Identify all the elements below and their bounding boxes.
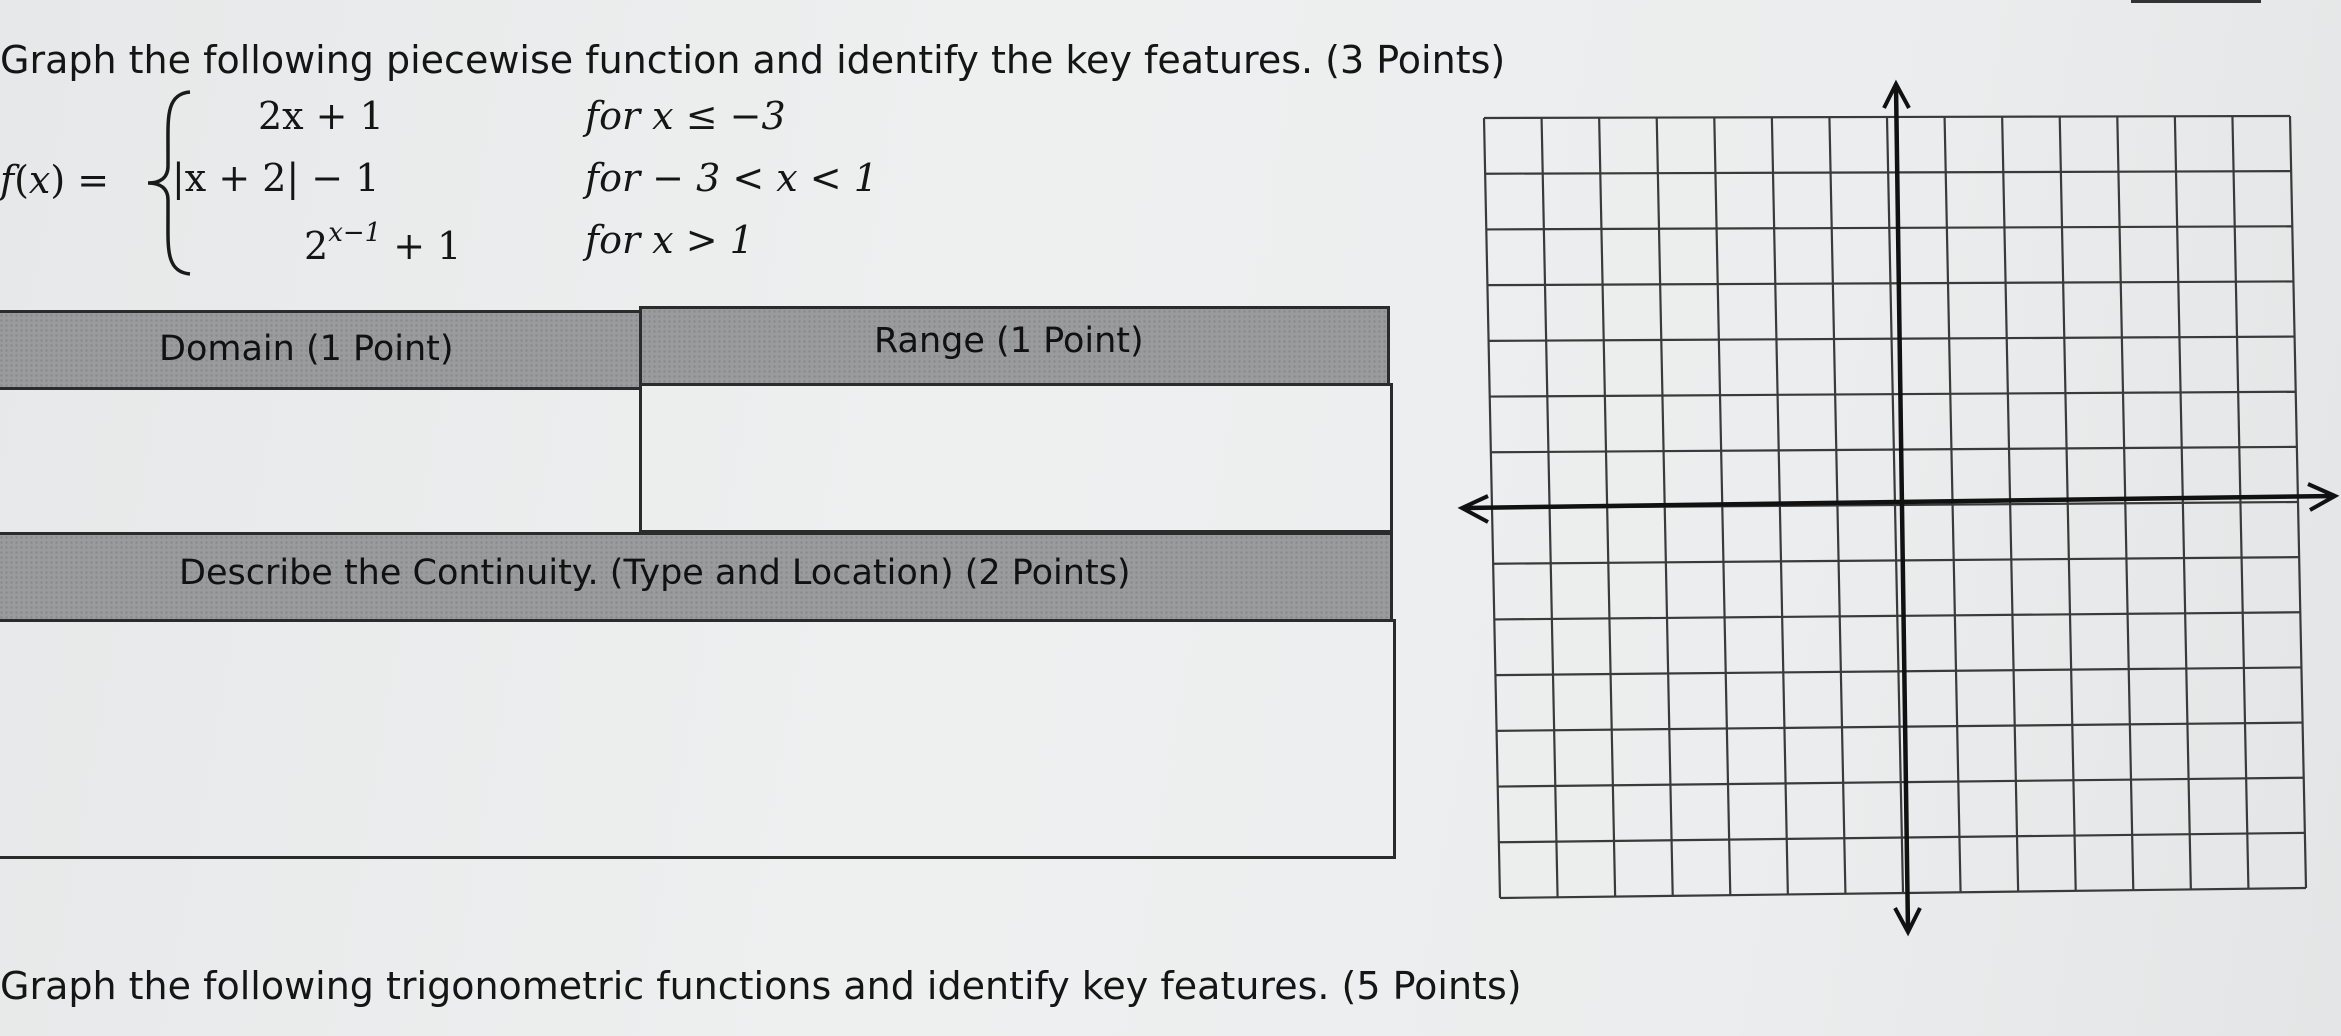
continuity-header-cell (0, 532, 1393, 622)
question-2-prompt: Graph the following trigonometric functions and identify key features. (5 Points) (0, 964, 1522, 1008)
answer-line (2131, 0, 2261, 3)
axes (1462, 84, 2335, 932)
continuity-answer-cell[interactable] (0, 619, 1396, 859)
case-2-condition: for − 3 < x < 1 (585, 156, 878, 200)
domain-header-cell (0, 310, 642, 390)
grid-horizontal-line (1486, 226, 2292, 229)
case-1-expression: 2x + 1 (258, 94, 384, 138)
range-header-label: Range (1 Point) (874, 321, 1144, 361)
function-lhs: f(x) = (0, 158, 110, 202)
domain-answer-cell[interactable] (0, 387, 642, 537)
coordinate-grid[interactable] (1440, 68, 2341, 948)
domain-header-label: Domain (1 Point) (159, 329, 454, 369)
range-header-cell (639, 306, 1390, 386)
range-answer-cell[interactable] (639, 383, 1393, 533)
case-2-expression: |x + 2| − 1 (172, 156, 380, 200)
coordinate-grid-svg (1440, 68, 2341, 948)
grid-horizontal-line (1484, 116, 2290, 118)
continuity-header-label: Describe the Continuity. (Type and Location) (2 Points) (179, 553, 1131, 593)
question-1-prompt: Graph the following piecewise function and identify the key features. (3 Points) (0, 38, 1506, 82)
case-3-condition: for x > 1 (585, 218, 754, 262)
case-1-condition: for x ≤ −3 (585, 94, 786, 138)
grid-horizontal-line (1485, 171, 2291, 174)
case-3-expression: $2^{x-1} + 1$ (304, 218, 462, 268)
